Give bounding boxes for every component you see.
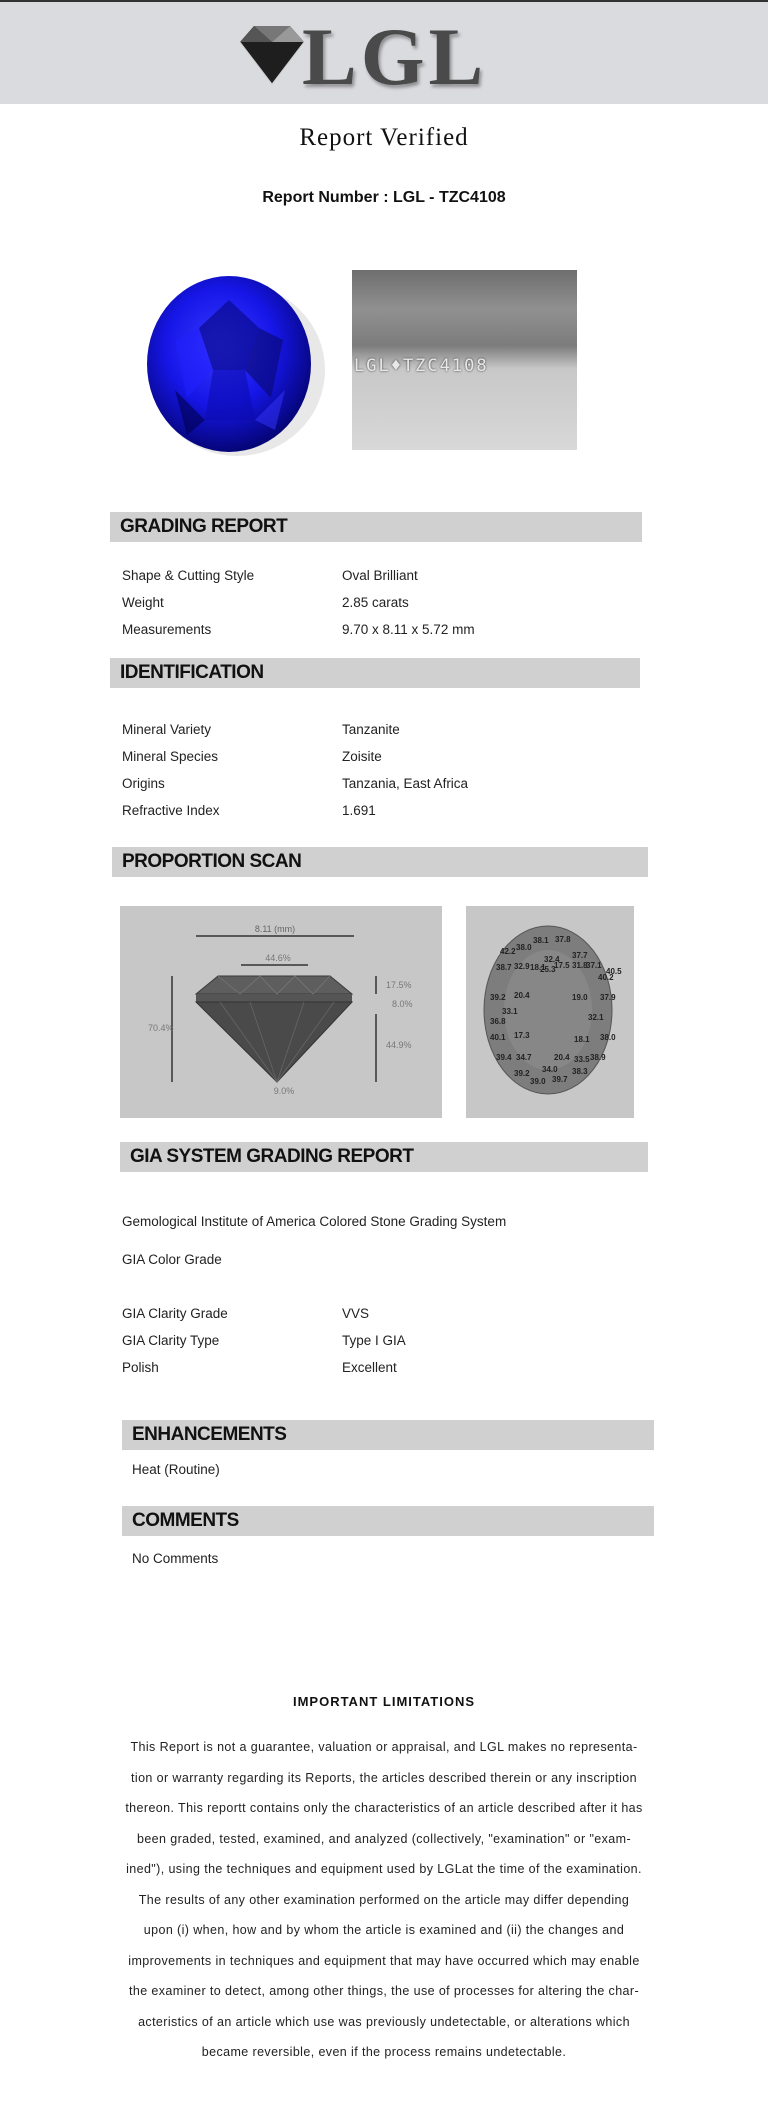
clarity-grade-value: VVS [342,1306,370,1321]
shape-value: Oval Brilliant [342,568,418,583]
mineral-species-value: Zoisite [342,749,382,764]
shape-label: Shape & Cutting Style [122,568,255,583]
diamond-icon [232,20,312,90]
gemstone-photo [135,270,325,458]
top-view-value: 32.1 [588,1013,604,1022]
weight-value: 2.85 carats [342,595,409,610]
limitations-line: thereon. This reportt contains only the characteristics of an article described after it has [125,1801,643,1815]
top-view-value: 18.1 [574,1035,590,1044]
top-view-value: 19.0 [572,993,588,1002]
top-view-value: 36.8 [490,1017,506,1026]
top-view-value: 38.3 [572,1067,588,1076]
top-view-value: 25.3 [540,965,556,974]
weight-label: Weight [122,595,164,610]
limitations-line: upon (i) when, how and by whom the article is examined and (ii) the changes and [143,1923,625,1937]
top-view-value: 32.9 [514,962,530,971]
gia-system-line: Gemological Institute of America Colored Stone Grading System [122,1214,507,1229]
limitations-line: been graded, tested, examined, and analyzed (collectively, "examination" or "exam- [136,1831,632,1846]
header-bar [0,0,768,104]
top-view-value: 38.9 [590,1053,606,1062]
pavilion-label: 44.9% [386,1040,412,1050]
refractive-index-value: 1.691 [342,803,376,818]
proportion-scan-heading: PROPORTION SCAN [112,847,648,877]
top-view-value: 37.8 [555,935,571,944]
width-label: 8.11 (mm) [254,924,296,934]
grading-report-heading: GRADING REPORT [110,512,642,542]
inscription-text: LGL♦TZC4108 [354,356,489,376]
comments-heading: COMMENTS [122,1506,654,1536]
top-view-value: 39.2 [490,993,506,1002]
identification-heading: IDENTIFICATION [110,658,640,688]
top-view-value: 40.1 [490,1033,506,1042]
limitations-line: became reversible, even if the process remains undetectable. [201,2045,567,2059]
origins-value: Tanzania, East Africa [342,776,469,791]
logo-text: LGL [302,11,488,102]
top-view-value: 37.9 [600,993,616,1002]
top-view-value: 20.4 [554,1053,570,1062]
limitations-line: acteristics of an article which use was previously undetectable, or alterations which [138,2014,630,2029]
top-view-value: 40.5 [606,967,622,976]
limitations-line: the examiner to detect, among other things, the use of processes for altering the char- [128,1984,640,1998]
top-view-value: 37.1 [586,961,602,970]
top-view-value: 33.5 [574,1055,590,1064]
limitations-body [114,1732,654,2068]
gia-color-grade-label: GIA Color Grade [122,1252,222,1267]
measurements-value: 9.70 x 8.11 x 5.72 mm [342,622,475,637]
clarity-type-value: Type I GIA [342,1333,406,1348]
top-view-value: 33.1 [502,1007,518,1016]
gia-heading: GIA SYSTEM GRADING REPORT [120,1142,648,1172]
top-view-value: 39.0 [530,1077,546,1086]
origins-label: Origins [122,776,165,791]
limitations-line: tion or warranty regarding its Reports, the articles described therein or any inscription [131,1770,637,1785]
top-view-value: 18.1 [530,963,546,972]
top-view-value: 38.1 [533,936,549,945]
top-view-value: 42.2 [500,947,516,956]
top-view-value: 20.4 [514,991,530,1000]
top-view-diagram [466,906,634,1118]
top-view-value: 40.2 [598,973,614,982]
side-profile-diagram [120,906,442,1118]
mineral-variety-value: Tanzanite [342,722,400,737]
mineral-variety-label: Mineral Variety [122,722,212,737]
lgl-logo[interactable] [232,11,492,102]
limitations-line: The results of any other examination performed on the article may differ depending [138,1892,630,1907]
clarity-grade-label: GIA Clarity Grade [122,1306,228,1321]
clarity-type-label: GIA Clarity Type [122,1333,220,1348]
top-view-value: 38.0 [516,943,532,952]
limitations-line: improvements in techniques and equipment that may have occurred which may enable [128,1953,640,1968]
top-view-value: 39.2 [514,1069,530,1078]
enhancements-heading: ENHANCEMENTS [122,1420,654,1450]
girdle-label: 8.0% [392,999,413,1009]
enhancements-text: Heat (Routine) [132,1462,220,1477]
inscription-photo [352,270,577,450]
limitations-line: This Report is not a guarantee, valuation or appraisal, and LGL makes no representa- [130,1740,638,1754]
top-view-value: 39.7 [552,1075,568,1084]
refractive-index-label: Refractive Index [122,803,220,818]
top-view-value: 32.4 [544,955,560,964]
crown-label: 17.5% [386,980,412,990]
report-number: Report Number : LGL - TZC4108 [262,189,506,206]
top-view-value: 34.0 [542,1065,558,1074]
limitations-line: ined"), using the techniques and equipment used by LGLat the time of the examination. [126,1862,642,1876]
depth-label: 70.4% [148,1023,174,1033]
top-view-value: 39.4 [496,1053,512,1062]
top-view-value: 34.7 [516,1053,532,1062]
page-title: Report Verified [299,124,469,151]
culet-label: 9.0% [273,1086,295,1096]
top-view-value: 17.5 [554,961,570,970]
comments-text: No Comments [132,1551,219,1566]
polish-label: Polish [122,1360,159,1375]
mineral-species-label: Mineral Species [122,749,219,764]
measurements-label: Measurements [122,622,212,637]
top-view-value: 38.7 [496,963,512,972]
top-view-value: 17.3 [514,1031,530,1040]
top-view-value: 37.7 [572,951,588,960]
top-view-value: 38.0 [600,1033,616,1042]
polish-value: Excellent [342,1360,397,1375]
table-label: 44.6% [265,953,291,963]
limitations-title: IMPORTANT LIMITATIONS [292,1694,476,1709]
top-view-value: 31.8 [572,961,588,970]
